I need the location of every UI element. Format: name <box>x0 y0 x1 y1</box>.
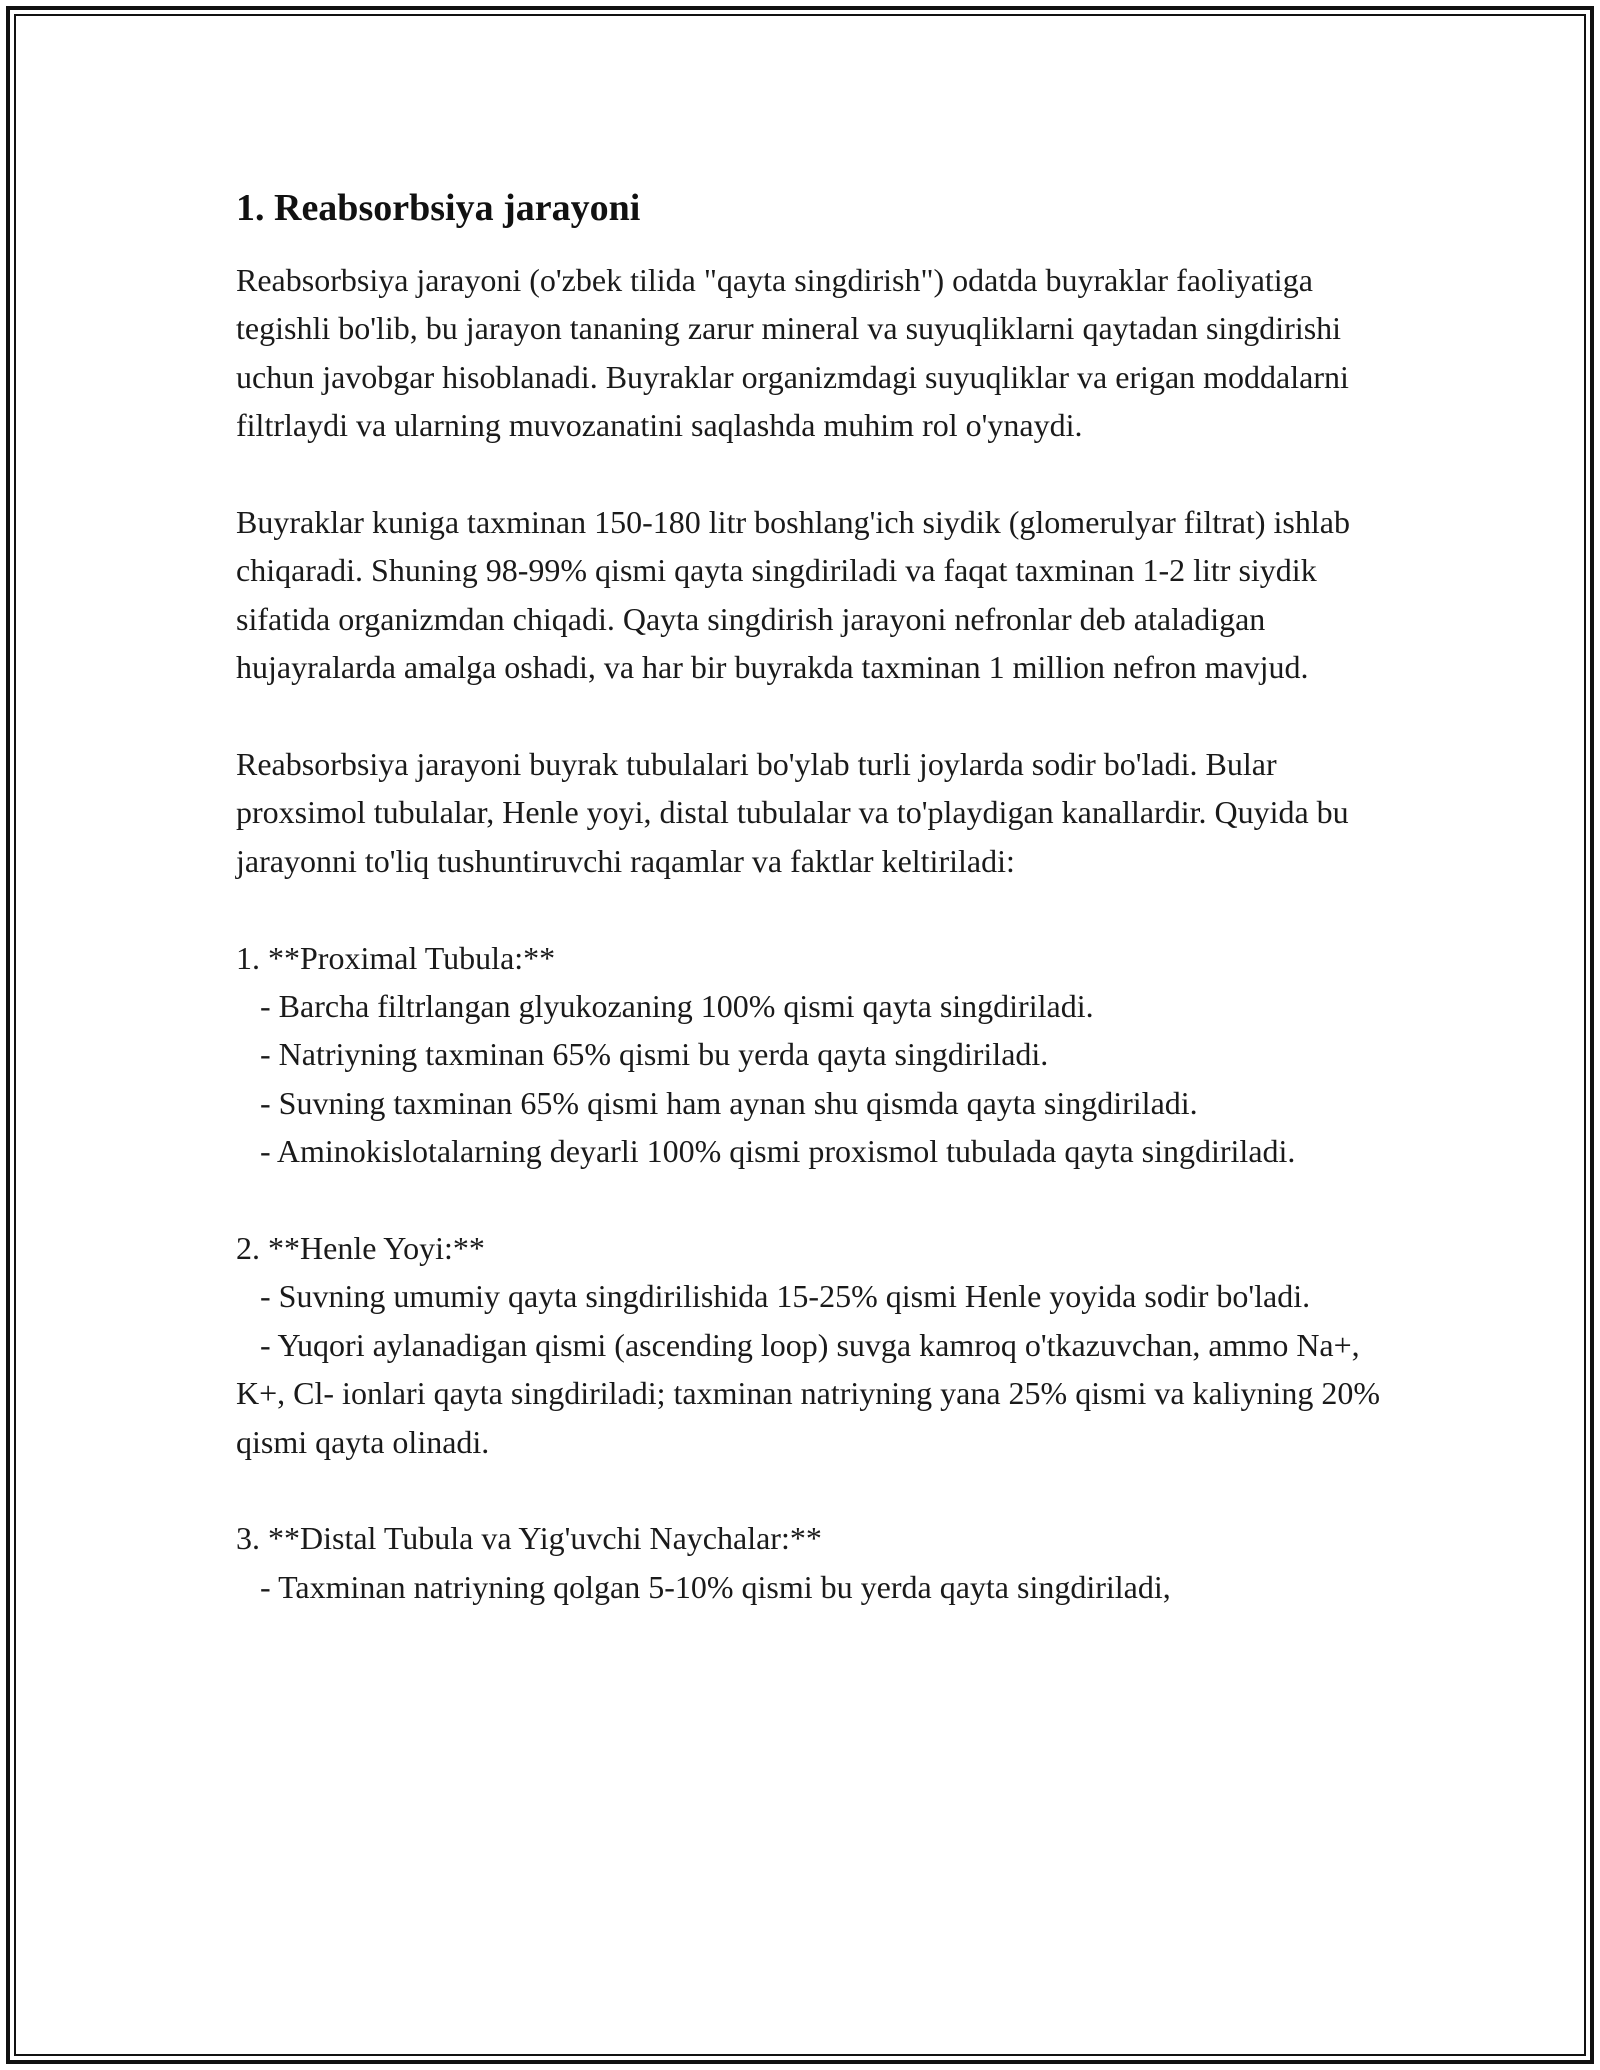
list-title: 2. **Henle Yoyi:** <box>236 1230 485 1267</box>
list-item: - Suvning taxminan 65% qismi ham aynan shu qismda qayta singdiriladi. <box>236 1084 1198 1121</box>
list-item: - Natriyning taxminan 65% qismi bu yerda qayta singdiriladi. <box>236 1036 1049 1073</box>
section-heading: 1. Reabsorbsiya jarayoni <box>236 187 641 229</box>
intro-paragraph: Reabsorbsiya jarayoni (o'zbek tilida "qayta singdirish") odatda buyraklar faoliyatiga tegishli bo'lib, bu jarayon tananing zarur mineral va suyuqliklarni qaytadan singdirishi uchun javobgar hisoblanadi. Buyraklar organizmdagi suyuqliklar va erigan moddalarni filtrlaydi va ularning muvozanatini saqlashda muhim rol o'ynaydi. <box>236 262 1349 444</box>
list-item: - Taxminan natriyning qolgan 5-10% qismi bu yerda qayta singdiriladi, <box>236 1568 1171 1605</box>
list-item: - Aminokislotalarning deyarli 100% qismi proxismol tubulada qayta singdiriladi. <box>236 1133 1296 1170</box>
list-item: - Barcha filtrlangan glyukozaning 100% qismi qayta singdiriladi. <box>236 988 1094 1025</box>
document-body <box>236 184 1389 1660</box>
tubules-paragraph: Reabsorbsiya jarayoni buyrak tubulalari bo'ylab turli joylarda sodir bo'ladi. Bular proxsimol tubulalar, Henle yoyi, distal tubulalar va to'playdigan kanallardir. Quyida bu jarayonni to'liq tushuntiruvchi raqamlar va faktlar keltiriladi: <box>236 746 1349 879</box>
filtration-paragraph: Buyraklar kuniga taxminan 150-180 litr boshlang'ich siydik (glomerulyar filtrat) ishlab chiqaradi. Shuning 98-99% qismi qayta singdiriladi va faqat taxminan 1-2 litr siydik sifatida organizmdan chiqadi. Qayta singdirish jarayoni nefronlar deb ataladigan hujayralarda amalga oshadi, va har bir buyrakda taxminan 1 million nefron mavjud. <box>236 504 1350 686</box>
list-title: 3. **Distal Tubula va Yig'uvchi Naychalar:** <box>236 1520 822 1557</box>
list-title: 1. **Proximal Tubula:** <box>236 939 556 976</box>
list-item: - Yuqori aylanadigan qismi (ascending loop) suvga kamroq o'tkazuvchan, ammo Na+, K+, Cl- ionlari qayta singdiriladi; taxminan natriyning yana 25% qismi va kaliyning 20% qismi qayta olinadi. <box>236 1326 1389 1460</box>
henle-loop-section <box>236 1224 1389 1466</box>
distal-tubule-section <box>236 1514 1386 1611</box>
proximal-tubule-section <box>236 934 1386 1176</box>
list-item: - Suvning umumiy qayta singdirilishida 15-25% qismi Henle yoyida sodir bo'ladi. <box>236 1278 1311 1315</box>
